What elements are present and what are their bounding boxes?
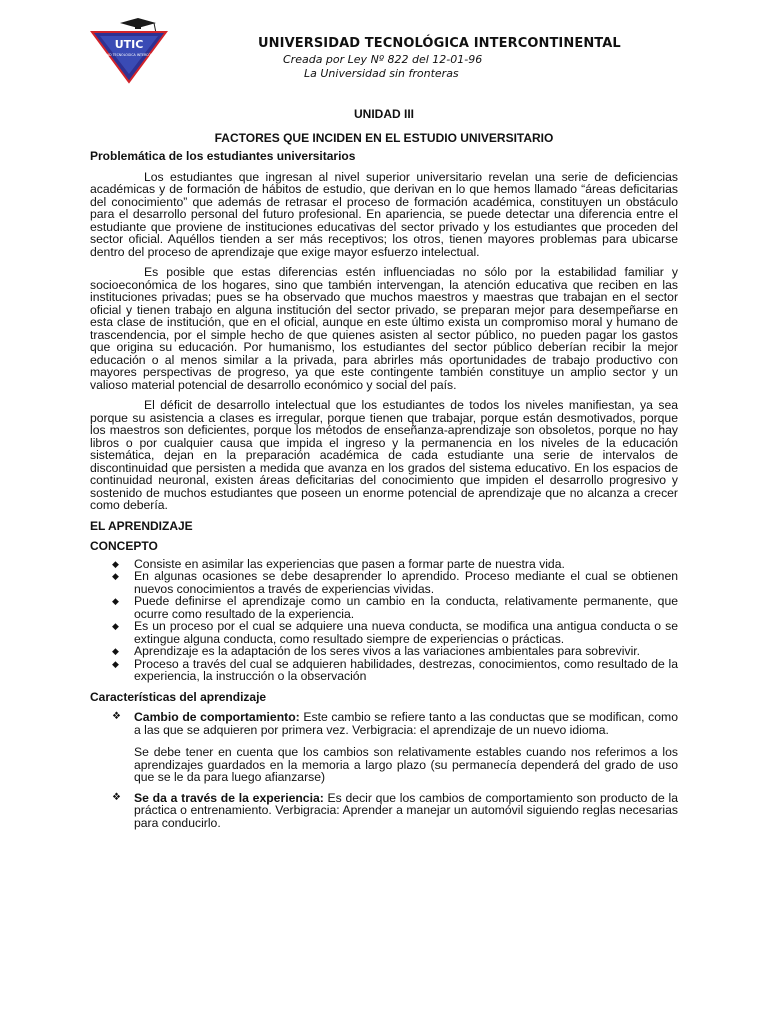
list-item: ◆ En algunas ocasiones se debe desaprender lo aprendido. Proceso mediante el cual se obtienen nuevos conocimientos a través de experiencias vividas. bbox=[112, 570, 678, 595]
feature-text: Es decir que los cambios de comportamiento son producto de la práctica o entrenamiento. Verbigracia: Aprender a manejar un automóvil siguiendo reglas necesarias para conducirlo. bbox=[134, 790, 678, 830]
feature-item bbox=[112, 792, 678, 830]
paragraph-2: Es posible que estas diferencias estén influenciadas no sólo por la estabilidad familiar y socioeconómica de los hogares, sino que también intervengan, la atención educativa que reciben en las instituciones privadas; pues se ha observado que muchos maestros y maestras que trabajan en el sector oficial y tienen trabajo en alguna institución del sector privado, se preparan mejor para desempeñarse en esta clase de institución, que en el oficial, aunque en este último exista un compromiso moral y humano de trascendencia, por el simple hecho de que quienes asisten al sector público, no pueden pagar los gastos que origina su educación. Por humanismo, los estudiantes del sector público deberían recibir la mejor educación o al menos similar a la privada, para abrirles más oportunidades de trabajo productivo con mayores perspectivas de progreso, ya que este contingente también constituye un amplio sector y un valioso material potencial de desarrollo económico y social del país. bbox=[90, 265, 678, 392]
section-heading-problematica: Problemática de los estudiantes universitarios bbox=[90, 149, 356, 163]
logo-subtext: UNIVERSIDAD TECNOLOGICA INTERCONTINENTAL bbox=[90, 53, 168, 57]
features-list-2 bbox=[90, 792, 678, 830]
feature-text: Este cambio se refiere tanto a las conductas que se modifican, como a las que se adquieren por primera vez. Verbigracia: el aprendizaje de un nuevo idioma. bbox=[134, 710, 678, 737]
list-item: ◆ Puede definirse el aprendizaje como un cambio en la conducta, relativamente permanente, que ocurre como resultado de la experiencia. bbox=[112, 595, 678, 620]
list-item: ◆ Aprendizaje es la adaptación de los seres vivos a las variaciones ambientales para sobrevivir. bbox=[112, 645, 678, 658]
section-heading-concepto: CONCEPTO bbox=[90, 539, 158, 553]
concept-list bbox=[90, 558, 678, 683]
university-motto: La Universidad sin fronteras bbox=[304, 67, 459, 80]
unit-heading: UNIDAD III bbox=[354, 107, 414, 121]
university-name: UNIVERSIDAD TECNOLÓGICA INTERCONTINENTAL bbox=[258, 36, 621, 51]
creation-law: Creada por Ley Nº 822 del 12-01-96 bbox=[283, 53, 483, 66]
paragraph-3: El déficit de desarrollo intelectual que los estudiantes de todos los niveles manifiestan, ya sea porque su asistencia a clases es irregular, porque tienen que trabajar, porque están desmotivados, porque los maestros son deficientes, porque los métodos de enseñanza-aprendizaje son obsoletos, porque no hay libros o por cualquier causa que impida el ingreso y la permanencia en los niveles de la educación sistemática, dejan en la preparación académica de cada estudiante una serie de intervalos de discontinuidad que persisten a medida que avanza en los grados del sistema educativo. En los espacios de continuidad neuronal, existen áreas deficitarias del conocimiento que impiden el desarrollo progresivo y sostenido de muchos estudiantes que poseen un enorme potencial de aprendizaje que no alcanza a crecer como debería. bbox=[90, 398, 678, 512]
section-heading-caracteristicas: Características del aprendizaje bbox=[90, 689, 267, 704]
feature-term: Se da a través de la experiencia: bbox=[134, 790, 324, 805]
feature-term: Cambio de comportamiento: bbox=[134, 710, 300, 724]
main-title: FACTORES QUE INCIDEN EN EL ESTUDIO UNIVERSITARIO bbox=[214, 130, 554, 145]
list-item: ◆ Consiste en asimilar las experiencias que pasen a formar parte de nuestra vida. bbox=[112, 558, 678, 571]
feature-item bbox=[112, 711, 678, 736]
list-item: ◆ Es un proceso por el cual se adquiere una nueva conducta, se modifica una antigua conducta o se extingue alguna conducta, como resultado siempre de experiencias o prácticas. bbox=[112, 620, 678, 645]
university-logo bbox=[90, 18, 168, 84]
logo-text: UTIC bbox=[114, 38, 144, 51]
section-heading-aprendizaje: EL APRENDIZAJE bbox=[90, 518, 193, 533]
list-item: ◆ Proceso a través del cual se adquieren habilidades, destrezas, conocimientos, como resultado de la experiencia, la instrucción o la observación bbox=[112, 658, 678, 683]
document-body bbox=[90, 108, 678, 829]
paragraph-1: Los estudiantes que ingresan al nivel superior universitario revelan una serie de deficiencias académicas y de formación de hábitos de estudio, que derivan en lo que hemos llamado “áreas deficitarias del conocimiento” que además de retrasar el proceso de formación académica, constituyen un obstáculo para el desarrollo personal del futuro profesional. En apariencia, se puede detectar una diferencia entre el estudiante que proviene de instituciones educativas del sector privado y los estudiantes que proceden del sector oficial. Aquéllos tienden a ser más receptivos; los otros, tienen mayores problemas para ubicarse dentro del proceso de aprendizaje que exige mayor esfuerzo intelectual. bbox=[90, 169, 678, 259]
feature-note: Se debe tener en cuenta que los cambios son relativamente estables cuando nos referimos a los aprendizajes guardados en la memoria a largo plazo (su permanecía dependerá del grado de uso que se le da para luego afianzarse) bbox=[134, 745, 678, 784]
features-list bbox=[90, 711, 678, 736]
